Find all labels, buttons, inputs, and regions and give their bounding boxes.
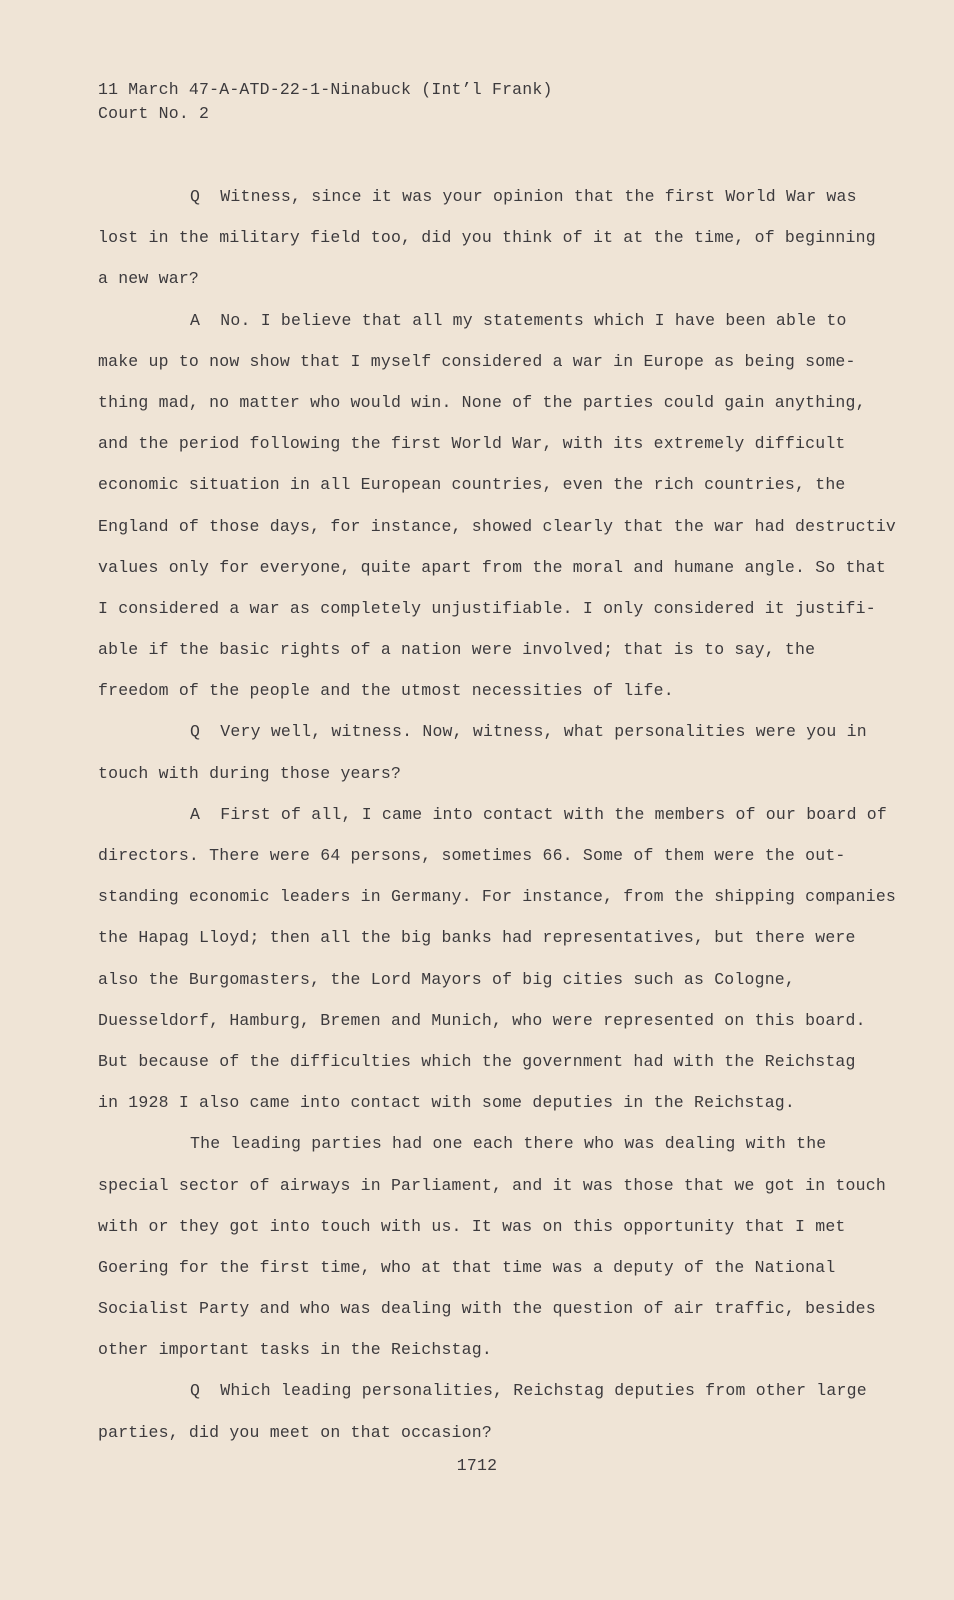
transcript-line: A No. I believe that all my statements which I have been able to (190, 310, 847, 330)
page-number: 1712 (456, 1456, 498, 1475)
transcript-line: values only for everyone, quite apart from the moral and humane angle. So that (98, 557, 886, 577)
transcript-line: the Hapag Lloyd; then all the big banks had representatives, but there were (98, 928, 856, 948)
transcript-line: Q Very well, witness. Now, witness, what personalities were you in (190, 722, 867, 742)
transcript-line: freedom of the people and the utmost necessities of life. (98, 681, 674, 701)
transcript-line: make up to now show that I myself considered a war in Europe as being some- (98, 351, 856, 371)
transcript-line: able if the basic rights of a nation were involved; that is to say, the (98, 640, 816, 660)
transcript-line: Socialist Party and who was dealing with the question of air traffic, besides (98, 1299, 876, 1319)
case-reference: 11 March 47-A-ATD-22-1-Ninabuck (Int’l Frank) (98, 80, 553, 99)
document-header (98, 78, 878, 126)
transcript-line: lost in the military field too, did you think of it at the time, of beginning (98, 228, 876, 248)
transcript-line: parties, did you meet on that occasion? (98, 1422, 492, 1442)
transcript-line: thing mad, no matter who would win. None of the parties could gain anything, (98, 392, 866, 412)
transcript-line: directors. There were 64 persons, sometimes 66. Some of them were the out- (98, 846, 846, 865)
court-number: Court No. 2 (98, 104, 210, 123)
transcript-line: Q Witness, since it was your opinion that the first World War was (190, 187, 857, 206)
transcript-line: I considered a war as completely unjustifiable. I only considered it justifi- (98, 598, 876, 618)
transcript-body (98, 176, 918, 1453)
transcript-line: economic situation in all European countries, even the rich countries, the (98, 475, 846, 495)
transcript-line: Q Which leading personalities, Reichstag deputies from other large (190, 1381, 867, 1401)
transcript-line: touch with during those years? (98, 763, 402, 783)
transcript-line: Goering for the first time, who at that time was a deputy of the National (98, 1257, 836, 1277)
transcript-line: and the period following the first World War, with its extremely difficult (98, 434, 846, 454)
transcript-line: a new war? (98, 269, 200, 289)
transcript-line: in 1928 I also came into contact with some deputies in the Reichstag. (98, 1093, 796, 1113)
transcript-line: England of those days, for instance, showed clearly that the war had destructiv (98, 516, 897, 536)
transcript-line: standing economic leaders in Germany. For instance, from the shipping companies (98, 887, 897, 907)
transcript-line: The leading parties had one each there who was dealing with the (190, 1134, 827, 1154)
transcript-line: other important tasks in the Reichstag. (98, 1340, 492, 1360)
transcript-line: also the Burgomasters, the Lord Mayors of big cities such as Cologne, (98, 969, 796, 989)
transcript-line: special sector of airways in Parliament, and it was those that we got in touch (98, 1175, 886, 1195)
transcript-line: with or they got into touch with us. It was on this opportunity that I met (98, 1216, 846, 1236)
transcript-line: A First of all, I came into contact with the members of our board of (190, 804, 888, 824)
transcript-line: But because of the difficulties which the government had with the Reichstag (98, 1051, 856, 1071)
transcript-line: Duesseldorf, Hamburg, Bremen and Munich, who were represented on this board. (98, 1010, 866, 1030)
